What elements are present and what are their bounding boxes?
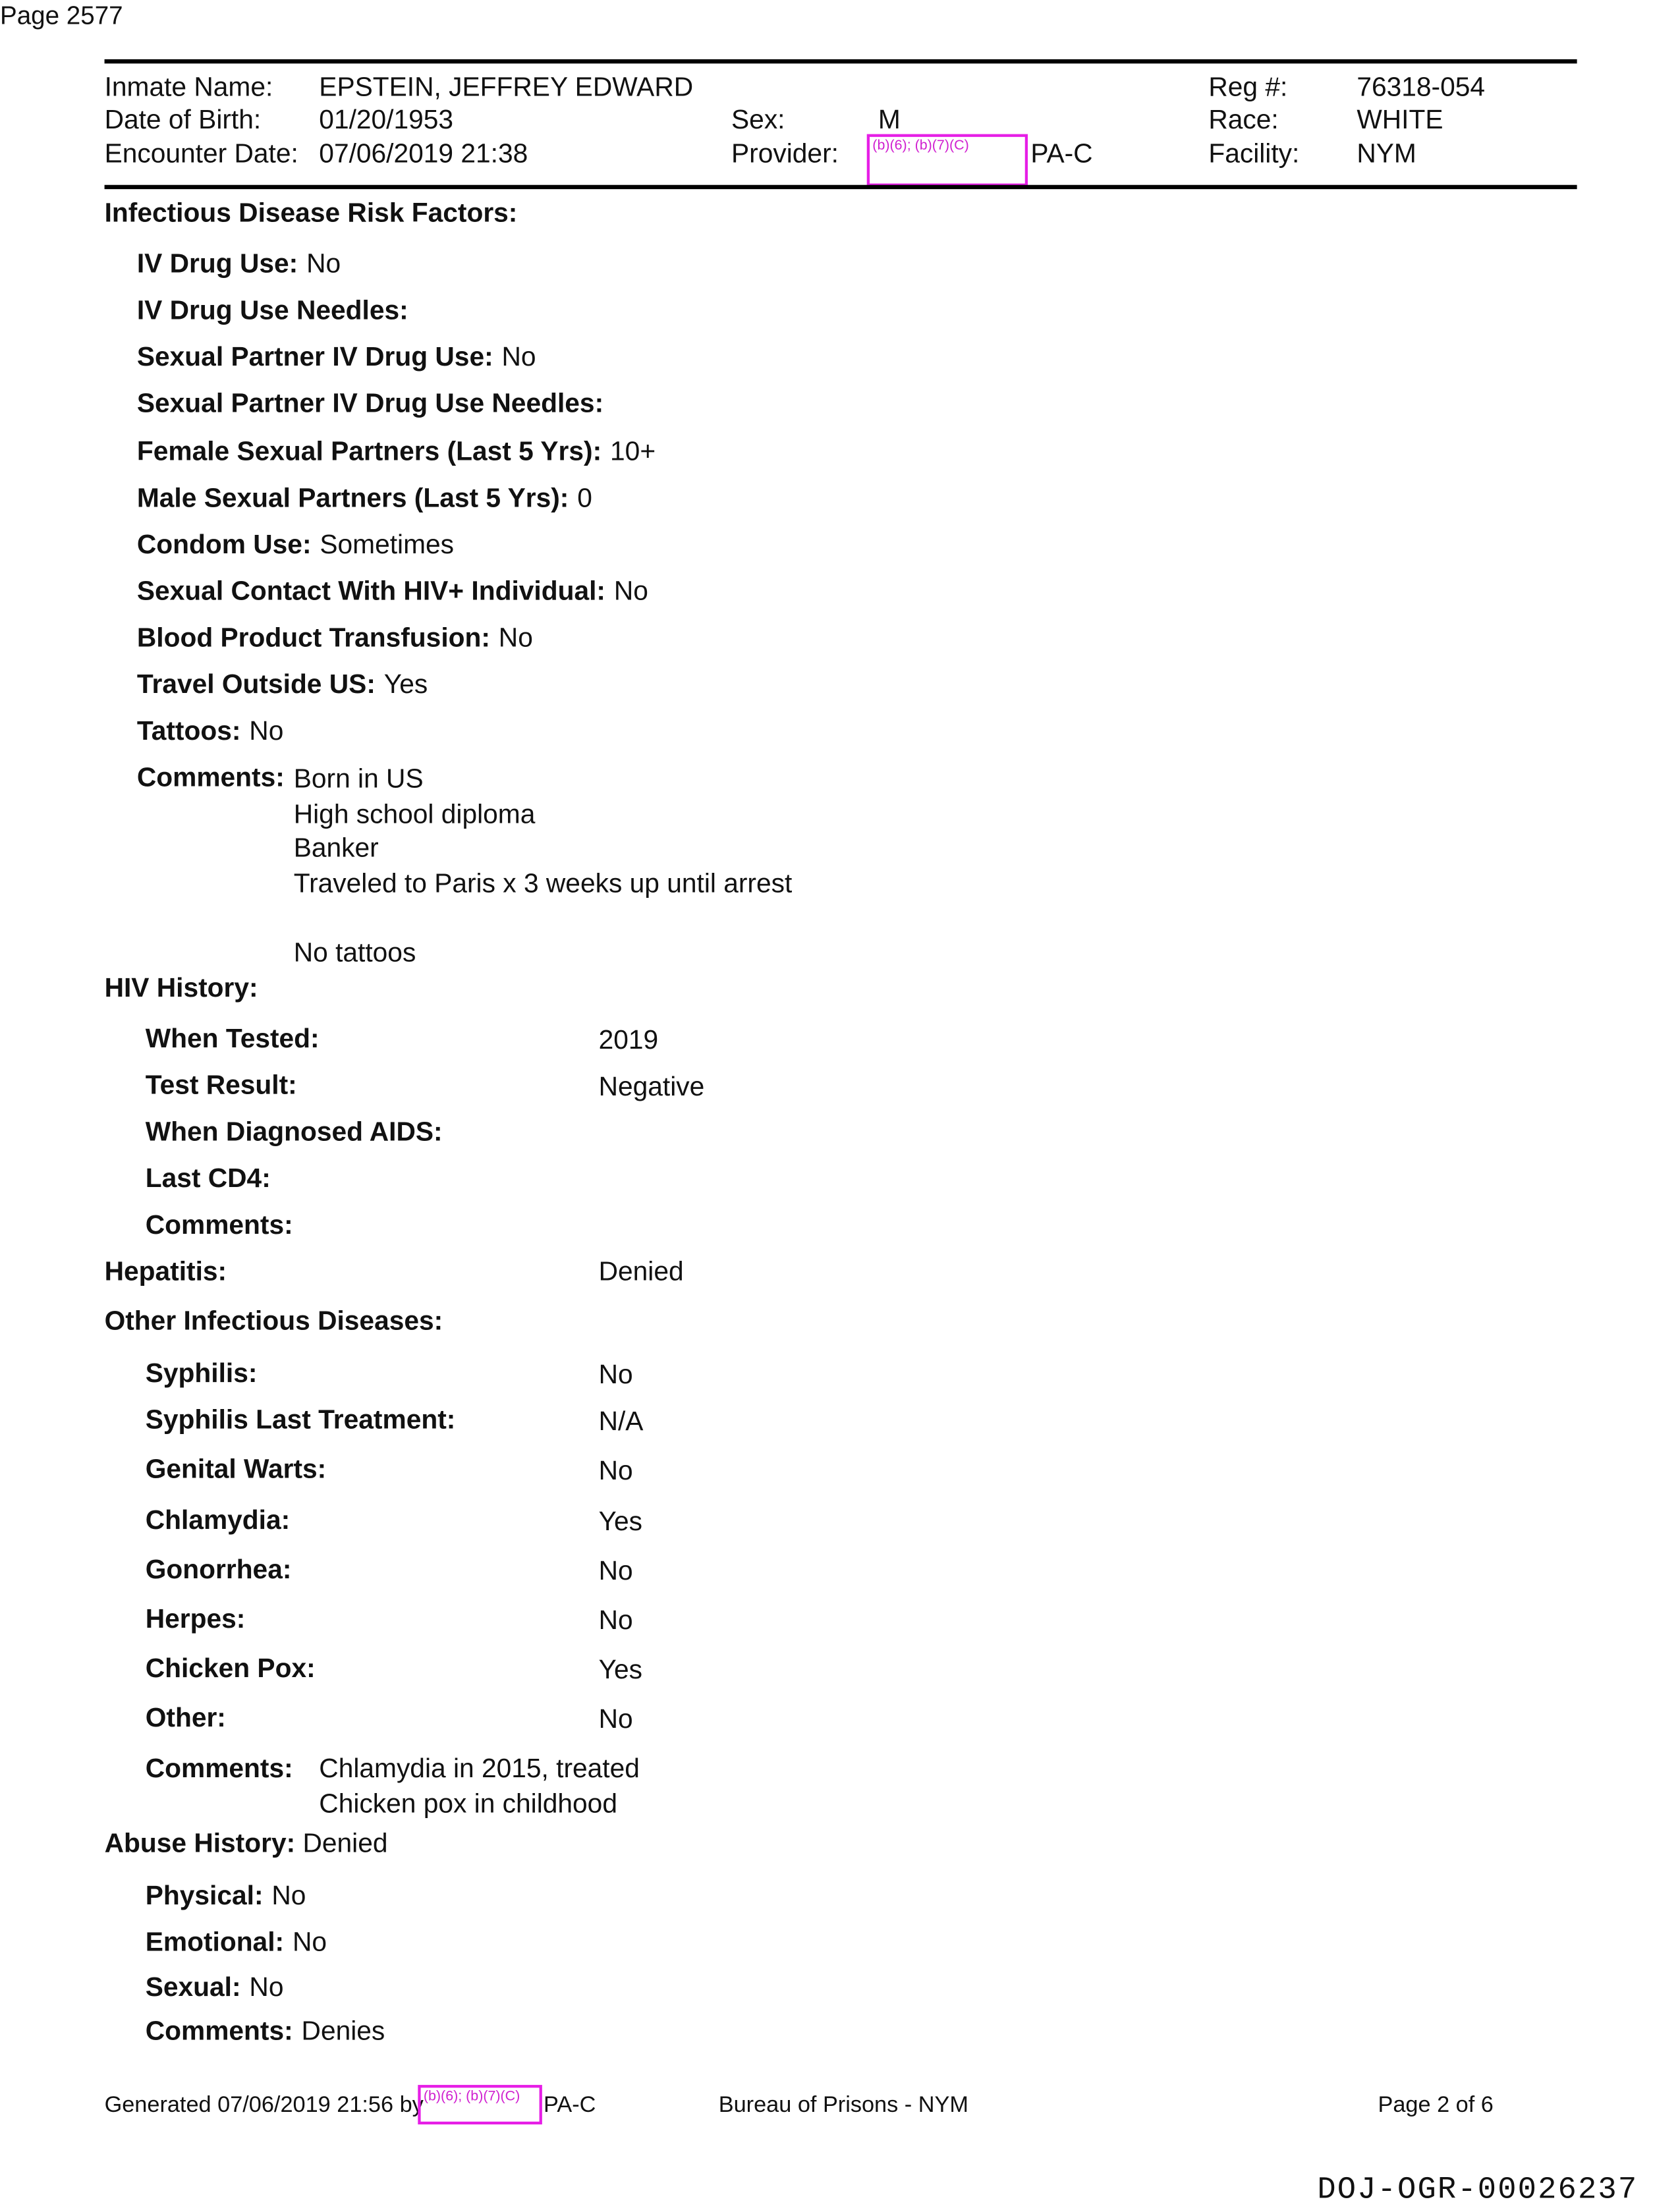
risk-factor-row — [137, 437, 656, 468]
field-label: Comments: — [145, 2017, 293, 2047]
hiv-field-label: When Diagnosed AIDS: — [145, 1118, 443, 1148]
field-label: Condom Use: — [136, 530, 312, 561]
disease-value: No — [598, 1705, 633, 1735]
disease-label: Gonorrhea: — [145, 1555, 292, 1586]
risk-factor-row — [137, 624, 533, 655]
risk-comment-line: Banker — [293, 834, 379, 864]
field-value: No — [292, 1928, 327, 1958]
race-label: Race: — [1208, 105, 1279, 136]
field-value: Denies — [301, 2017, 385, 2047]
bates-number: DOJ-OGR-00026237 — [1317, 2172, 1638, 2208]
other-comment-line: Chicken pox in childhood — [319, 1790, 617, 1820]
hiv-field-label: When Tested: — [145, 1024, 320, 1055]
header-top-rule — [105, 59, 1577, 63]
risk-factor-row — [137, 531, 454, 562]
abuse-heading-row — [105, 1829, 388, 1860]
risk-factor-row — [137, 250, 341, 281]
footer-org: Bureau of Prisons - NYM — [718, 2093, 968, 2118]
field-label: Sexual Partner IV Drug Use: — [136, 343, 493, 373]
field-label: Emotional: — [145, 1928, 285, 1958]
disease-value: Yes — [598, 1507, 643, 1537]
disease-value: No — [598, 1606, 633, 1636]
encounter-label: Encounter Date: — [104, 140, 298, 170]
disease-value: No — [598, 1360, 633, 1391]
provider-suffix: PA-C — [1030, 140, 1093, 170]
field-value: No — [271, 1881, 306, 1912]
hepatitis-label: Hepatitis: — [104, 1258, 227, 1288]
header-bottom-rule — [105, 185, 1577, 189]
footer-suffix: PA-C — [544, 2093, 596, 2118]
risk-heading: Infectious Disease Risk Factors: — [104, 199, 518, 229]
field-value: Yes — [383, 670, 428, 700]
footer-generated: Generated 07/06/2019 21:56 by — [104, 2093, 424, 2118]
field-value: Sometimes — [320, 530, 455, 561]
field-value: No — [613, 577, 648, 607]
disease-value: No — [598, 1557, 633, 1587]
risk-comment-line: Born in US — [293, 765, 424, 795]
abuse-value: Denied — [302, 1829, 388, 1860]
abuse-row — [146, 1928, 327, 1959]
field-label: Physical: — [145, 1881, 264, 1912]
inmate-name-label: Inmate Name: — [104, 73, 273, 103]
field-label: Female Sexual Partners (Last 5 Yrs): — [136, 437, 602, 468]
field-label: IV Drug Use Needles: — [136, 296, 408, 327]
field-label: Sexual Contact With HIV+ Individual: — [136, 577, 605, 607]
disease-value: No — [598, 1456, 633, 1487]
page-label: Page 2577 — [0, 1, 123, 30]
hiv-field-value: 2019 — [598, 1026, 659, 1056]
risk-comments-label: Comments: — [136, 763, 285, 794]
field-value: No — [501, 343, 536, 373]
risk-factor-row — [137, 484, 592, 515]
risk-comment-line: High school diploma — [293, 800, 536, 831]
hiv-field-value: Negative — [598, 1072, 705, 1103]
field-label: IV Drug Use: — [136, 250, 298, 280]
sex-label: Sex: — [731, 105, 785, 136]
risk-factor-row — [137, 717, 283, 748]
disease-label: Herpes: — [145, 1605, 246, 1635]
field-value: No — [498, 624, 533, 654]
other-heading: Other Infectious Diseases: — [104, 1307, 443, 1337]
field-value: 0 — [577, 484, 592, 514]
risk-factor-row — [137, 296, 417, 327]
hepatitis-value: Denied — [598, 1258, 684, 1288]
risk-factor-row — [137, 577, 648, 608]
disease-label: Syphilis: — [145, 1359, 258, 1389]
field-value: No — [249, 717, 284, 747]
field-label: Travel Outside US: — [136, 670, 376, 700]
hiv-field-label: Test Result: — [145, 1071, 297, 1101]
footer-redaction: (b)(6); (b)(7)(C) — [418, 2085, 542, 2124]
provider-label: Provider: — [731, 140, 839, 170]
hiv-field-label: Last CD4: — [145, 1164, 271, 1194]
risk-factor-row — [137, 671, 428, 702]
race: WHITE — [1357, 105, 1443, 136]
other-comments-label: Comments: — [145, 1754, 293, 1784]
abuse-row — [146, 1881, 306, 1912]
facility: NYM — [1357, 140, 1416, 170]
abuse-row — [146, 2017, 385, 2048]
disease-label: Syphilis Last Treatment: — [145, 1406, 456, 1436]
abuse-heading: Abuse History: — [104, 1829, 296, 1860]
disease-label: Chlamydia: — [145, 1506, 291, 1536]
field-label: Sexual: — [145, 1973, 241, 2003]
field-label: Blood Product Transfusion: — [136, 624, 490, 654]
risk-comment-line: No tattoos — [293, 939, 416, 969]
hiv-field-label: Comments: — [145, 1211, 293, 1241]
provider-redaction: (b)(6); (b)(7)(C) — [867, 134, 1028, 186]
reg-label: Reg #: — [1208, 73, 1288, 103]
footer-page: Page 2 of 6 — [1378, 2093, 1494, 2118]
disease-label: Genital Warts: — [145, 1455, 327, 1485]
sex: M — [878, 105, 901, 136]
risk-factor-row — [137, 343, 536, 374]
disease-label: Chicken Pox: — [145, 1654, 316, 1684]
field-label: Male Sexual Partners (Last 5 Yrs): — [136, 484, 569, 514]
other-comment-line: Chlamydia in 2015, treated — [319, 1754, 640, 1784]
abuse-row — [146, 1974, 284, 2005]
risk-factor-row — [137, 389, 612, 420]
disease-label: Other: — [145, 1703, 226, 1734]
disease-value: Yes — [598, 1655, 643, 1686]
reg-number: 76318-054 — [1357, 73, 1486, 103]
encounter-date: 07/06/2019 21:38 — [319, 140, 528, 170]
facility-label: Facility: — [1208, 140, 1300, 170]
field-value: 10+ — [610, 437, 656, 468]
inmate-name: EPSTEIN, JEFFREY EDWARD — [319, 73, 694, 103]
hiv-heading: HIV History: — [104, 974, 258, 1004]
risk-comment-line: Traveled to Paris x 3 weeks up until arrest — [293, 870, 793, 900]
field-label: Sexual Partner IV Drug Use Needles: — [136, 389, 604, 420]
field-value: No — [306, 250, 341, 280]
disease-value: N/A — [598, 1407, 644, 1437]
dob: 01/20/1953 — [319, 105, 454, 136]
field-label: Tattoos: — [136, 717, 241, 747]
field-value: No — [249, 1973, 284, 2003]
dob-label: Date of Birth: — [104, 105, 262, 136]
